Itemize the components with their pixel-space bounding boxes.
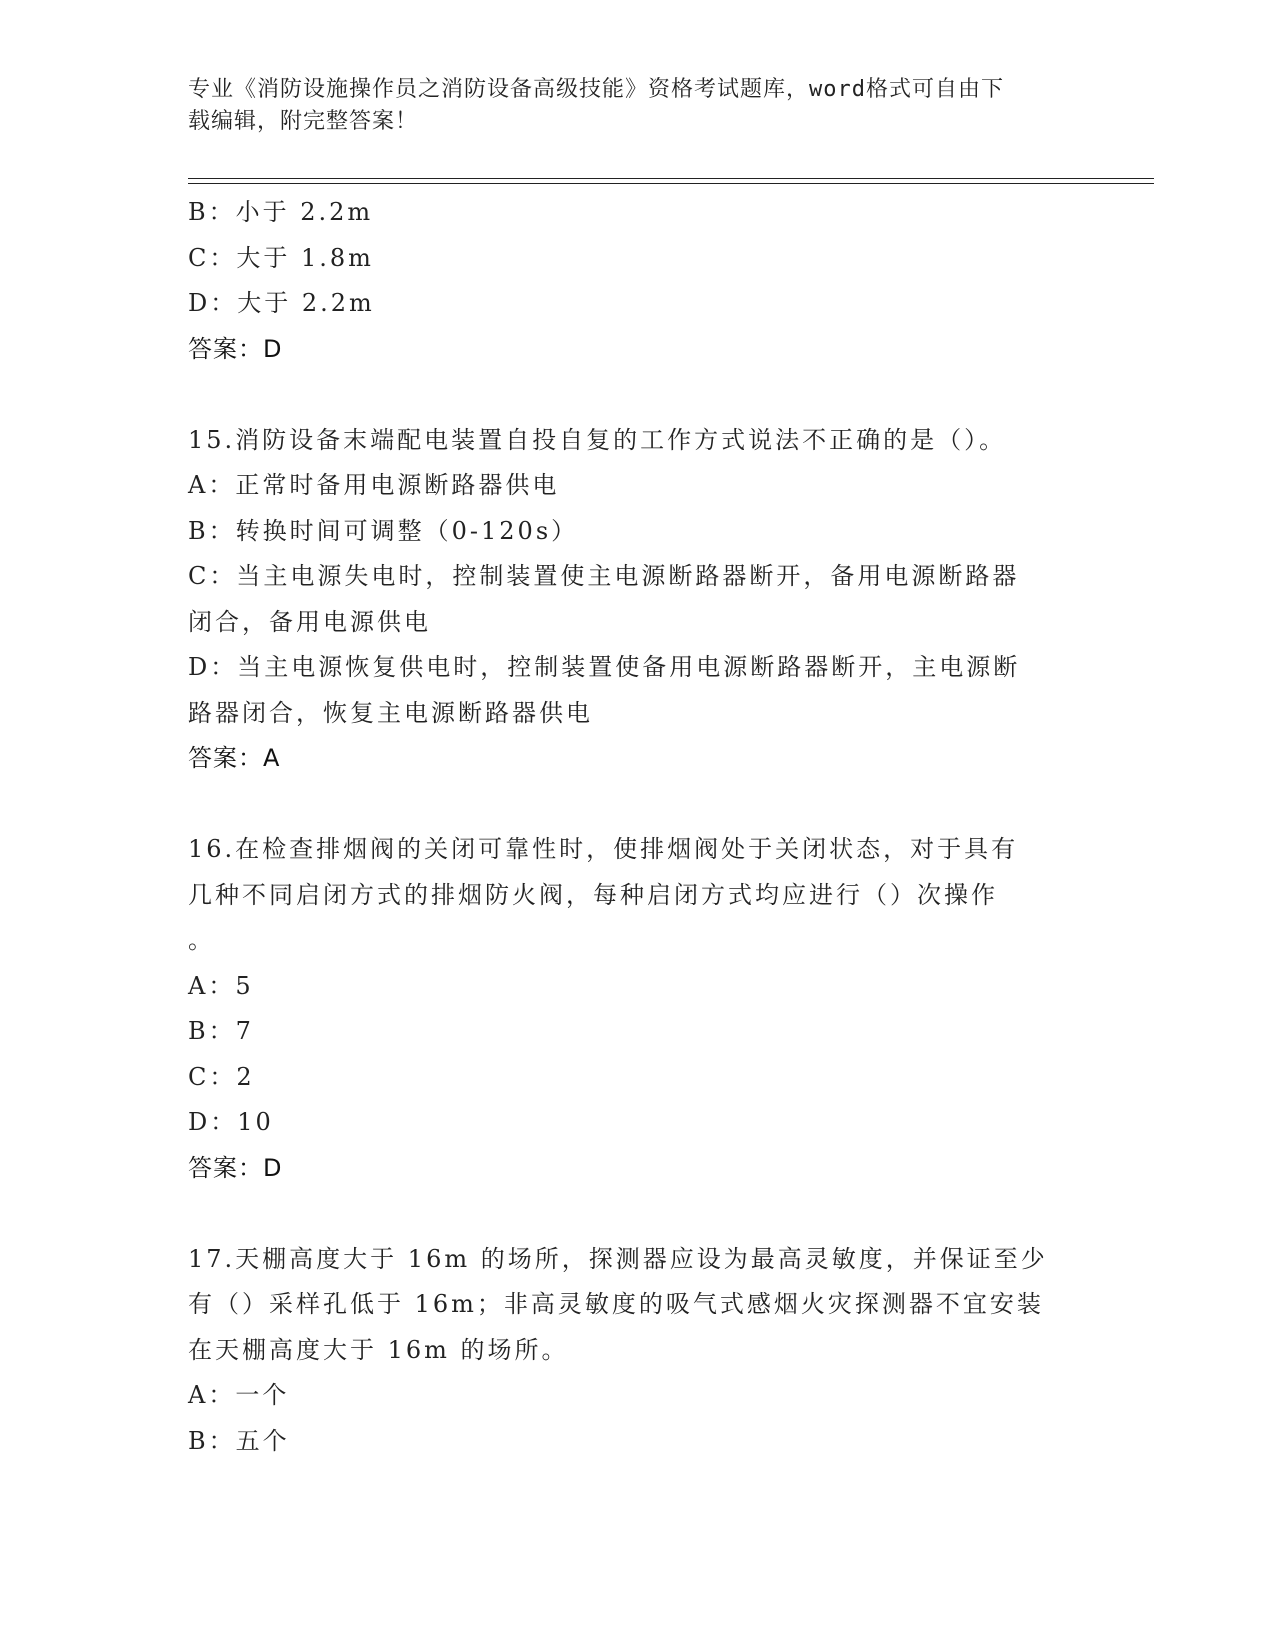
option-c: C：2	[188, 1062, 255, 1091]
header-line-2: 载编辑，附完整答案！	[188, 109, 419, 134]
spacer	[188, 1191, 1088, 1237]
option-text-line: 闭合，备用电源供电	[188, 607, 431, 636]
option-b: B：转换时间可调整（0-120s）	[188, 516, 579, 545]
option-b: B：五个	[188, 1426, 290, 1455]
option-b: B：小于 2.2m	[188, 198, 374, 226]
option-b: B：7	[188, 1017, 254, 1045]
question-stem-line: 有（）采样孔低于 16m；非高灵敏度的吸气式感烟火灾探测器不宜安装	[188, 1290, 1044, 1318]
question-16	[188, 827, 1088, 1191]
question-stem-line: 。	[188, 926, 215, 954]
question-15	[188, 418, 1088, 782]
spacer	[188, 782, 1088, 828]
option-text-line: C：当主电源失电时，控制装置使主电源断路器断开，备用电源断路器	[188, 562, 1020, 590]
question-stem-line: 在天棚高度大于 16m 的场所。	[188, 1335, 569, 1364]
answer-line: 答案：D	[188, 1153, 283, 1182]
option-a: A：正常时备用电源断路器供电	[188, 471, 560, 499]
header-line-1: 专业《消防设施操作员之消防设备高级技能》资格考试题库，word格式可自由下	[188, 77, 1004, 102]
question-17	[188, 1237, 1088, 1465]
option-d	[188, 645, 1088, 736]
document-header	[188, 74, 1068, 138]
option-text-line: 路器闭合，恢复主电源断路器供电	[188, 698, 593, 727]
option-text-line: D：当主电源恢复供电时，控制装置使备用电源断路器断开，主电源断	[188, 653, 1021, 681]
question-stem-line: 16.在检查排烟阀的关闭可靠性时，使排烟阀处于关闭状态，对于具有	[188, 835, 1019, 863]
option-d: D：大于 2.2m	[188, 289, 375, 317]
question-stem: 15.消防设备末端配电装置自投自复的工作方式说法不正确的是（）。	[188, 425, 1007, 454]
answer-line: 答案：A	[188, 744, 281, 772]
option-c	[188, 554, 1088, 645]
option-c: C：大于 1.8m	[188, 243, 374, 272]
spacer	[188, 372, 1088, 418]
header-divider-thin	[188, 183, 1154, 184]
question-14-tail	[188, 190, 1088, 372]
question-content	[188, 190, 1088, 1464]
question-stem-line: 17.天棚高度大于 16m 的场所，探测器应设为最高灵敏度，并保证至少	[188, 1244, 1048, 1273]
answer-line: 答案：D	[188, 334, 283, 363]
option-d: D：10	[188, 1108, 274, 1136]
question-stem-line: 几种不同启闭方式的排烟防火阀，每种启闭方式均应进行（）次操作	[188, 880, 998, 909]
option-a: A：一个	[188, 1381, 290, 1409]
option-a: A：5	[188, 971, 254, 1000]
header-divider-thick	[188, 178, 1154, 179]
